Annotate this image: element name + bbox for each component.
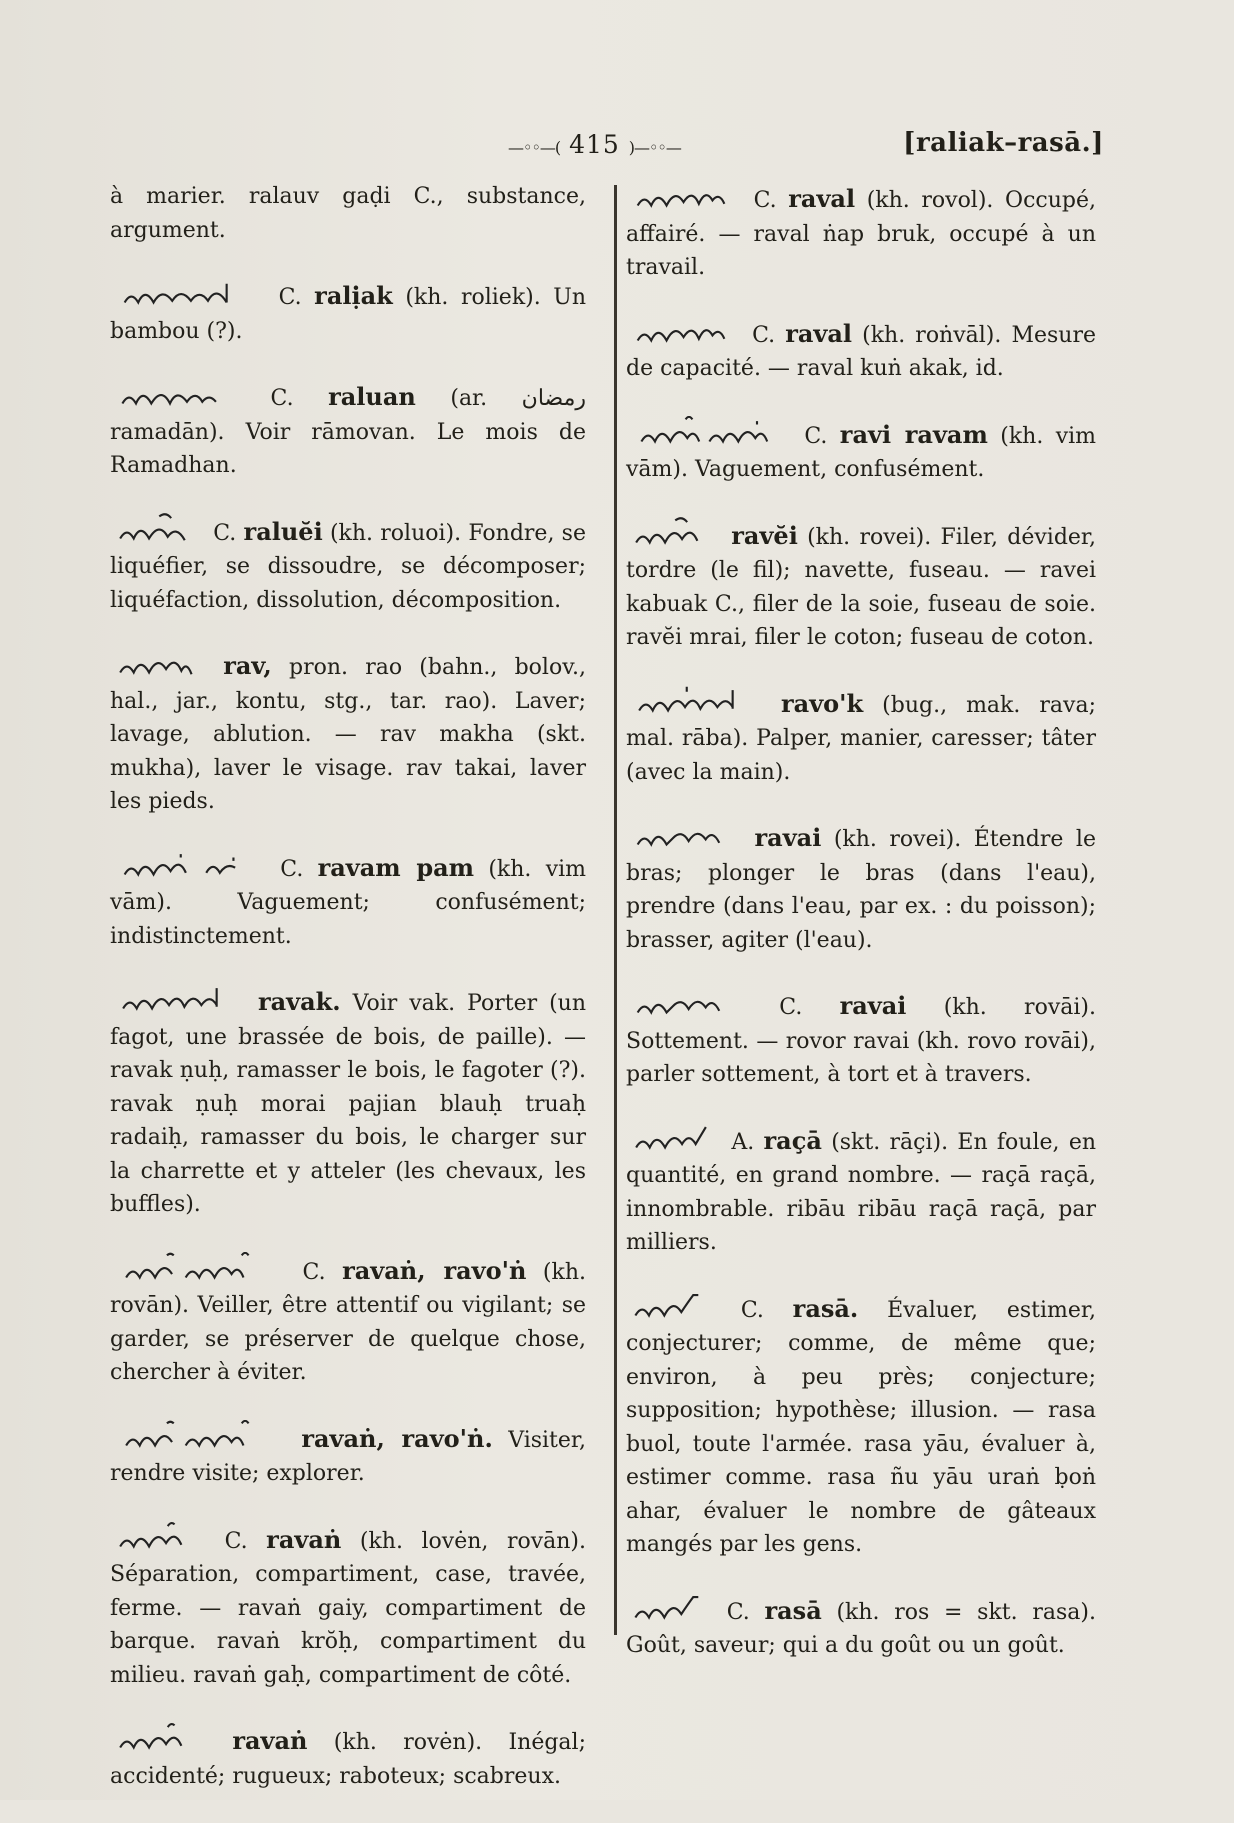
entry: C. raluan (ar. رمضان ramadān). Voir rāmovan. Le mois de Ramadhan. (110, 378, 586, 483)
ornament-left: —◦◦—( (508, 138, 561, 157)
ornament-right: )—◦◦— (628, 138, 681, 157)
page-header (0, 122, 1234, 172)
cham-script-icon (626, 1290, 706, 1324)
continuation-text: à marier. ralauv gaḍi C., substance, argument. (110, 184, 586, 243)
entry: C. ralịak (kh. roliek). Un bambou (?). (110, 277, 586, 348)
cham-script-icon (110, 1420, 280, 1454)
entry: ravak. Voir vak. Porter (un fagot, une brassée de bois, de paille). — ravak ṇuḥ, ramasser le bois, le fagoter (?). ravak ṇuḥ morai pajian blauḥ truaḥ radaiḥ, ramasser du bois, le charger sur la charrette et y atteler (les chevaux, les buffles). (110, 983, 586, 1222)
entry: ravĕi (kh. rovei). Filer, dévider, tordre (le fil); navette, fuseau. — ravei kabuak C., filer de la soie, fuseau de soie. ravĕi mrai, filer le coton; fuseau de coton. (626, 517, 1096, 655)
entry: rav, pron. rao (bahn., bolov., hal., jar., kontu, stg., tar. rao). Laver; lavage, ablution. — rav makha (skt. mukha), laver le visage. rav takai, laver les pieds. (110, 647, 586, 819)
right-column (626, 180, 1096, 1693)
entry: ravaṅ (kh. rovėn). Inégal; accidenté; rugueux; raboteux; scabreux. (110, 1722, 586, 1793)
cham-script-icon (110, 1722, 200, 1756)
cham-script-icon (110, 647, 200, 681)
running-head: [raliak–rasā.] (903, 128, 1104, 158)
cham-script-icon (110, 277, 260, 311)
cham-script-icon (626, 180, 736, 214)
cham-script-icon (626, 416, 786, 450)
column-divider (614, 185, 617, 1635)
entry: C. ravaṅ, ravo'ṅ (kh. rovān). Veiller, être attentif ou vigilant; se garder, se préserver de quelque chose, chercher à éviter. (110, 1252, 586, 1390)
cham-script-icon (110, 1252, 280, 1286)
cham-script-icon (110, 378, 230, 412)
entry: C. ravai (kh. rovāi). Sottement. — rovor ravai (kh. rovo rovāi), parler sottement, à tort et à travers. (626, 987, 1096, 1092)
cham-script-icon (626, 685, 756, 719)
entry: C. ravam pam (kh. vim vām). Vaguement; confusément; indistinctement. (110, 849, 586, 954)
entry: C. raluĕi (kh. roluoi). Fondre, se liquéfier, se dissoudre, se décomposer; liquéfaction, dissolution, décomposition. (110, 513, 586, 618)
entry: ravaṅ, ravo'ṅ. Visiter, rendre visite; explorer. (110, 1420, 586, 1491)
entry: A. raçā (skt. rāçi). En foule, en quantité, en grand nombre. — raçā raçā, innombrable. ribāu ribāu raçā raçā, par milliers. (626, 1122, 1096, 1260)
left-column (110, 180, 586, 1823)
entry: C. ravaṅ (kh. lovėn, rovān). Séparation, compartiment, case, travée, ferme. — ravaṅ gaiy, compartiment de barque. ravaṅ krŏḥ, compartiment du milieu. ravaṅ gaḥ, compartiment de côté. (110, 1521, 586, 1693)
cham-script-icon (626, 315, 736, 349)
page-number-value: 415 (569, 130, 620, 159)
cham-script-icon (110, 849, 260, 883)
cham-script-icon (626, 1122, 716, 1156)
entry: ravo'k (bug., mak. rava; mal. rāba). Palper, manier, caresser; tâter (avec la main). (626, 685, 1096, 790)
cham-script-icon (110, 983, 240, 1017)
cham-script-icon (626, 819, 736, 853)
entry: C. raval (kh. roṅvāl). Mesure de capacité. — raval kuṅ akak, id. (626, 315, 1096, 386)
entry: ravai (kh. rovei). Étendre le bras; plonger le bras (dans l'eau), prendre (dans l'eau, par ex. : du poisson); brasser, agiter (l'eau). (626, 819, 1096, 957)
cham-script-icon (110, 513, 200, 547)
entry: C. rasā. Évaluer, estimer, conjecturer; comme, de même que; environ, à peu près; conjecture; supposition; hypothèse; illusion. — rasa buol, toute l'armée. rasa yāu, évaluer à, estimer comme. rasa ñu yāu uraṅ ḅoṅ ahar, évaluer le nombre de gâteaux mangés par les gens. (626, 1290, 1096, 1562)
cham-script-icon (626, 1592, 706, 1626)
entry: C. raval (kh. rovol). Occupé, affairé. — raval ṅap bruk, occupé à un travail. (626, 180, 1096, 285)
entry: C. ravi ravam (kh. vim vām). Vaguement, confusément. (626, 416, 1096, 487)
page-number (508, 130, 681, 159)
cham-script-icon (626, 987, 736, 1021)
cham-script-icon (110, 1521, 200, 1555)
entry: C. rasā (kh. ros = skt. rasa). Goût, saveur; qui a du goût ou un goût. (626, 1592, 1096, 1663)
cham-script-icon (626, 517, 716, 551)
